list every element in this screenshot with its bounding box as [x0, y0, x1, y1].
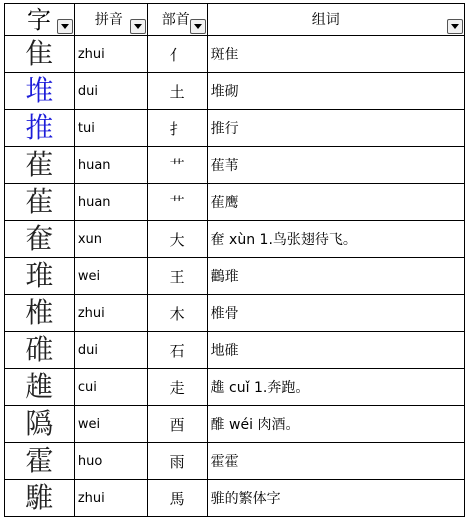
pinyin-cell[interactable]: dui — [74, 332, 147, 369]
char-cell[interactable]: 霍 — [5, 443, 75, 480]
pinyin-cell[interactable]: wei — [74, 258, 147, 295]
header-words — [207, 4, 464, 36]
header-char — [5, 4, 75, 36]
char-cell[interactable]: 趡 — [5, 369, 75, 406]
table-row — [5, 369, 465, 406]
word-cell[interactable]: 地碓 — [207, 332, 464, 369]
chevron-down-icon — [451, 24, 459, 29]
word-cell[interactable]: 堆砌 — [207, 73, 464, 110]
header-radical-label: 部首 — [161, 11, 190, 28]
char-cell[interactable]: 琟 — [5, 258, 75, 295]
pinyin-cell[interactable]: wei — [74, 406, 147, 443]
word-cell[interactable]: 萑苇 — [207, 147, 464, 184]
word-cell[interactable]: 鸛琟 — [207, 258, 464, 295]
chevron-down-icon — [134, 24, 142, 29]
pinyin-cell[interactable]: cui — [74, 369, 147, 406]
radical-cell[interactable]: 木 — [147, 295, 207, 332]
header-row — [5, 4, 465, 36]
chevron-down-icon — [61, 24, 69, 29]
char-cell[interactable]: 堆 — [5, 73, 75, 110]
header-radical — [147, 4, 207, 36]
char-cell[interactable]: 萑 — [5, 184, 75, 221]
table-row — [5, 147, 465, 184]
header-pinyin-label: 拼音 — [94, 11, 123, 28]
table-row — [5, 184, 465, 221]
radical-cell[interactable]: 酉 — [147, 406, 207, 443]
radical-cell[interactable]: 馬 — [147, 480, 207, 517]
radical-cell[interactable]: 艹 — [147, 147, 207, 184]
word-cell[interactable]: 斑隹 — [207, 36, 464, 73]
pinyin-cell[interactable]: xun — [74, 221, 147, 258]
pinyin-cell[interactable]: huan — [74, 184, 147, 221]
pinyin-cell[interactable]: zhui — [74, 36, 147, 73]
radical-cell[interactable]: 土 — [147, 73, 207, 110]
table-row — [5, 36, 465, 73]
table-row — [5, 110, 465, 147]
char-cell[interactable]: 奞 — [5, 221, 75, 258]
header-char-label: 字 — [27, 5, 51, 34]
header-words-label: 组词 — [311, 11, 340, 28]
table-row — [5, 443, 465, 480]
pinyin-cell[interactable]: tui — [74, 110, 147, 147]
radical-cell[interactable]: 扌 — [147, 110, 207, 147]
radical-cell[interactable]: 石 — [147, 332, 207, 369]
pinyin-cell[interactable]: huo — [74, 443, 147, 480]
radical-cell[interactable]: 大 — [147, 221, 207, 258]
filter-dropdown-radical[interactable] — [190, 19, 206, 34]
char-cell[interactable]: 萑 — [5, 147, 75, 184]
radical-cell[interactable]: 走 — [147, 369, 207, 406]
radical-cell[interactable]: 雨 — [147, 443, 207, 480]
char-cell[interactable]: 隹 — [5, 36, 75, 73]
word-cell[interactable]: 醀 wéi 肉酒。 — [207, 406, 464, 443]
char-cell[interactable]: 騅 — [5, 480, 75, 517]
radical-cell[interactable]: 艹 — [147, 184, 207, 221]
char-cell[interactable]: 䧦 — [5, 406, 75, 443]
char-cell[interactable]: 推 — [5, 110, 75, 147]
word-cell[interactable]: 骓的繁体字 — [207, 480, 464, 517]
filter-dropdown-words[interactable] — [447, 19, 463, 34]
table-row — [5, 332, 465, 369]
char-cell[interactable]: 椎 — [5, 295, 75, 332]
character-table — [4, 3, 465, 517]
header-pinyin — [74, 4, 147, 36]
radical-cell[interactable]: 亻 — [147, 36, 207, 73]
char-cell[interactable]: 碓 — [5, 332, 75, 369]
word-cell[interactable]: 萑鹰 — [207, 184, 464, 221]
table-row — [5, 221, 465, 258]
filter-dropdown-char[interactable] — [57, 19, 73, 34]
table-row — [5, 73, 465, 110]
word-cell[interactable]: 推行 — [207, 110, 464, 147]
radical-cell[interactable]: 王 — [147, 258, 207, 295]
chevron-down-icon — [194, 24, 202, 29]
pinyin-cell[interactable]: zhui — [74, 295, 147, 332]
table-row — [5, 480, 465, 517]
pinyin-cell[interactable]: huan — [74, 147, 147, 184]
pinyin-cell[interactable]: dui — [74, 73, 147, 110]
table-row — [5, 295, 465, 332]
word-cell[interactable]: 趡 cuǐ 1.奔跑。 — [207, 369, 464, 406]
word-cell[interactable]: 奞 xùn 1.鸟张翅待飞。 — [207, 221, 464, 258]
filter-dropdown-pinyin[interactable] — [130, 19, 146, 34]
word-cell[interactable]: 霍霍 — [207, 443, 464, 480]
word-cell[interactable]: 椎骨 — [207, 295, 464, 332]
table-row — [5, 258, 465, 295]
table-row — [5, 406, 465, 443]
pinyin-cell[interactable]: zhui — [74, 480, 147, 517]
